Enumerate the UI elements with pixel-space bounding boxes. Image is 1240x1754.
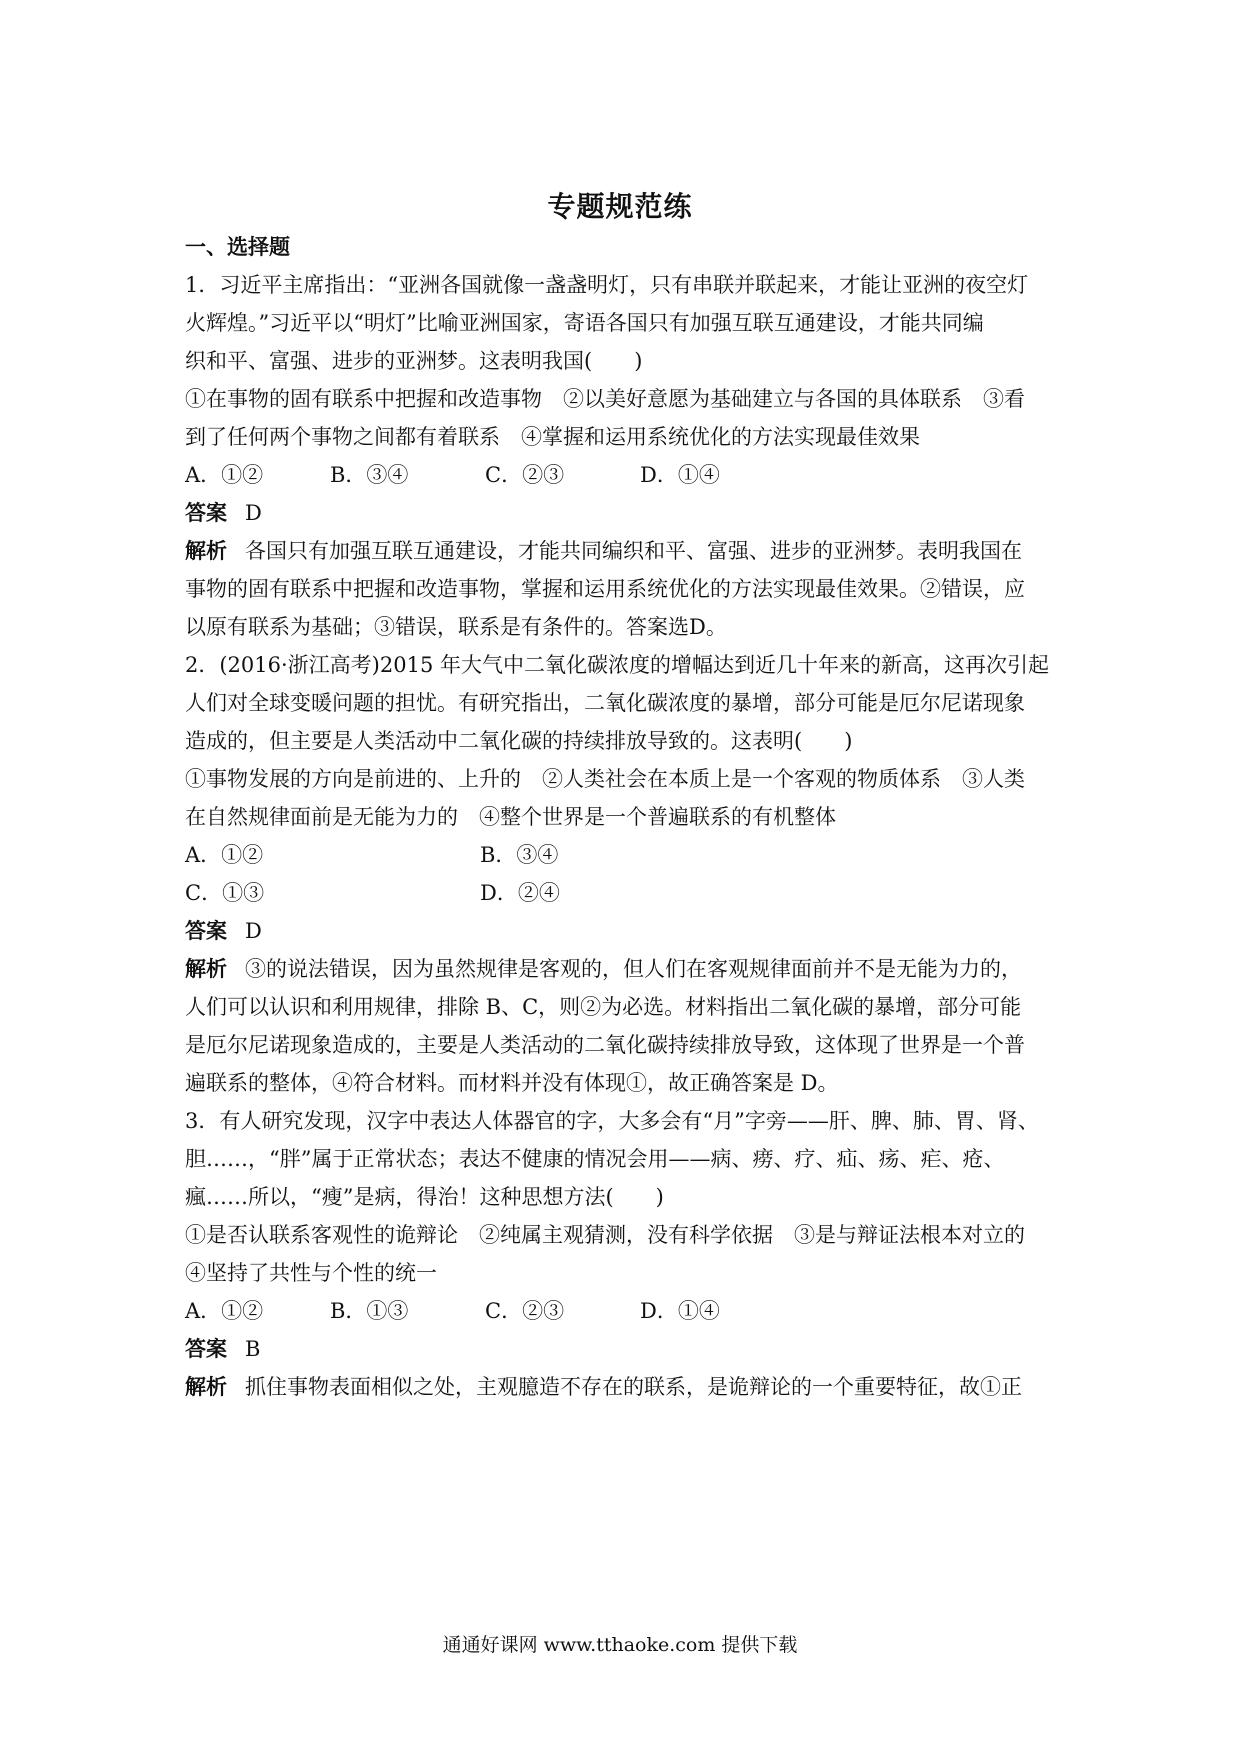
analysis-label: 解析 [185,538,227,563]
q2-statement-line: 在自然规律面前是无能为力的 ④整个世界是一个普遍联系的有机整体 [185,805,836,829]
q3-stem-line: 瘋……所以，“瘦”是病，得治！这种思想方法( ) [185,1185,664,1209]
analysis-label: 解析 [185,1374,227,1399]
q3-analysis-line [185,1373,1065,1401]
q3-option-d: D．①④ [640,1299,720,1323]
q2-answer [185,917,1065,945]
q1-statement-line: 到了任何两个事物之间都有着联系 ④掌握和运用系统优化的方法实现最佳效果 [185,425,920,449]
q2-option-c: C．①③ [185,881,265,905]
answer-label: 答案 [185,1336,227,1361]
q1-option-c: C．②③ [485,463,565,487]
q1-option-d: D．①④ [640,463,720,487]
q1-stem-line: 火辉煌。”习近平以“明灯”比喻亚洲国家，寄语各国只有加强互联互通建设，才能共同编 [185,311,984,335]
q1-stem-line: 1．习近平主席指出：“亚洲各国就像一盏盏明灯，只有串联并联起来，才能让亚洲的夜空灯 [185,273,1029,297]
q3-option-c: C．②③ [485,1299,565,1323]
q1-analysis-line [185,537,1065,565]
q3-statement-line: ④坚持了共性与个性的统一 [185,1261,437,1285]
analysis-label: 解析 [185,956,227,981]
q1-statement-line: ①在事物的固有联系中把握和改造事物 ②以美好意愿为基础建立与各国的具体联系 ③看 [185,387,1025,411]
q2-option-b: B．③④ [480,843,559,867]
q2-analysis-line: 人们可以认识和利用规律，排除 B、C，则②为必选。材料指出二氧化碳的暴增，部分可能 [185,995,1022,1019]
q1-answer [185,499,1065,527]
q2-option-d: D．②④ [480,881,560,905]
q3-option-b: B．①③ [330,1299,409,1323]
analysis-text: 各国只有加强互联互通建设，才能共同编织和平、富强、进步的亚洲梦。表明我国在 [245,539,1022,563]
q2-statement-line: ①事物发展的方向是前进的、上升的 ②人类社会在本质上是一个客观的物质体系 ③人类 [185,767,1025,791]
q3-option-a: A．①② [185,1299,264,1323]
analysis-text: 抓住事物表面相似之处，主观臆造不存在的联系，是诡辩论的一个重要特征，故①正 [245,1375,1022,1399]
q2-analysis-line: 遍联系的整体，④符合材料。而材料并没有体现①，故正确答案是 D。 [185,1071,839,1095]
q3-stem-line: 胆……，“胖”属于正常状态；表达不健康的情况会用——病、痨、疗、疝、疡、疟、疮、 [185,1147,1005,1171]
q1-stem-line: 织和平、富强、进步的亚洲梦。这表明我国( ) [185,349,643,373]
q2-stem-line: 人们对全球变暖问题的担忧。有研究指出，二氧化碳浓度的暴增，部分可能是厄尔尼诺现象 [185,691,1025,715]
answer-label: 答案 [185,500,227,525]
answer-value: D [245,919,262,943]
q2-analysis-line [185,955,1065,983]
answer-value: B [245,1337,261,1361]
q3-answer [185,1335,1065,1363]
section-heading: 一、选择题 [185,234,290,259]
q1-option-b: B．③④ [330,463,409,487]
q3-statement-line: ①是否认联系客观性的诡辩论 ②纯属主观猜测，没有科学依据 ③是与辩证法根本对立的 [185,1223,1025,1247]
q3-stem-line: 3．有人研究发现，汉字中表达人体器官的字，大多会有“月”字旁——肝、脾、肺、胃、肾、 [185,1109,1039,1133]
q1-analysis-line: 事物的固有联系中把握和改造事物，掌握和运用系统优化的方法实现最佳效果。②错误，应 [185,577,1025,601]
q2-stem-line: 2．(2016·浙江高考)2015 年大气中二氧化碳浓度的增幅达到近几十年来的新高，这再次引起 [185,653,1049,677]
answer-label: 答案 [185,918,227,943]
footer-watermark: 通通好课网 www.tthaoke.com 提供下载 [442,1634,798,1656]
q2-analysis-line: 是厄尔尼诺现象造成的，主要是人类活动的二氧化碳持续排放导致，这体现了世界是一个普 [185,1033,1025,1057]
q1-analysis-line: 以原有联系为基础；③错误，联系是有条件的。答案选D。 [185,615,727,639]
answer-value: D [245,501,262,525]
q2-option-a: A．①② [185,843,264,867]
analysis-text: ③的说法错误，因为虽然规律是客观的，但人们在客观规律面前并不是无能为力的， [245,957,1022,981]
q1-option-a: A．①② [185,463,264,487]
q2-stem-line: 造成的，但主要是人类活动中二氧化碳的持续排放导致的。这表明( ) [185,729,853,753]
page-title: 专题规范练 [547,190,693,223]
